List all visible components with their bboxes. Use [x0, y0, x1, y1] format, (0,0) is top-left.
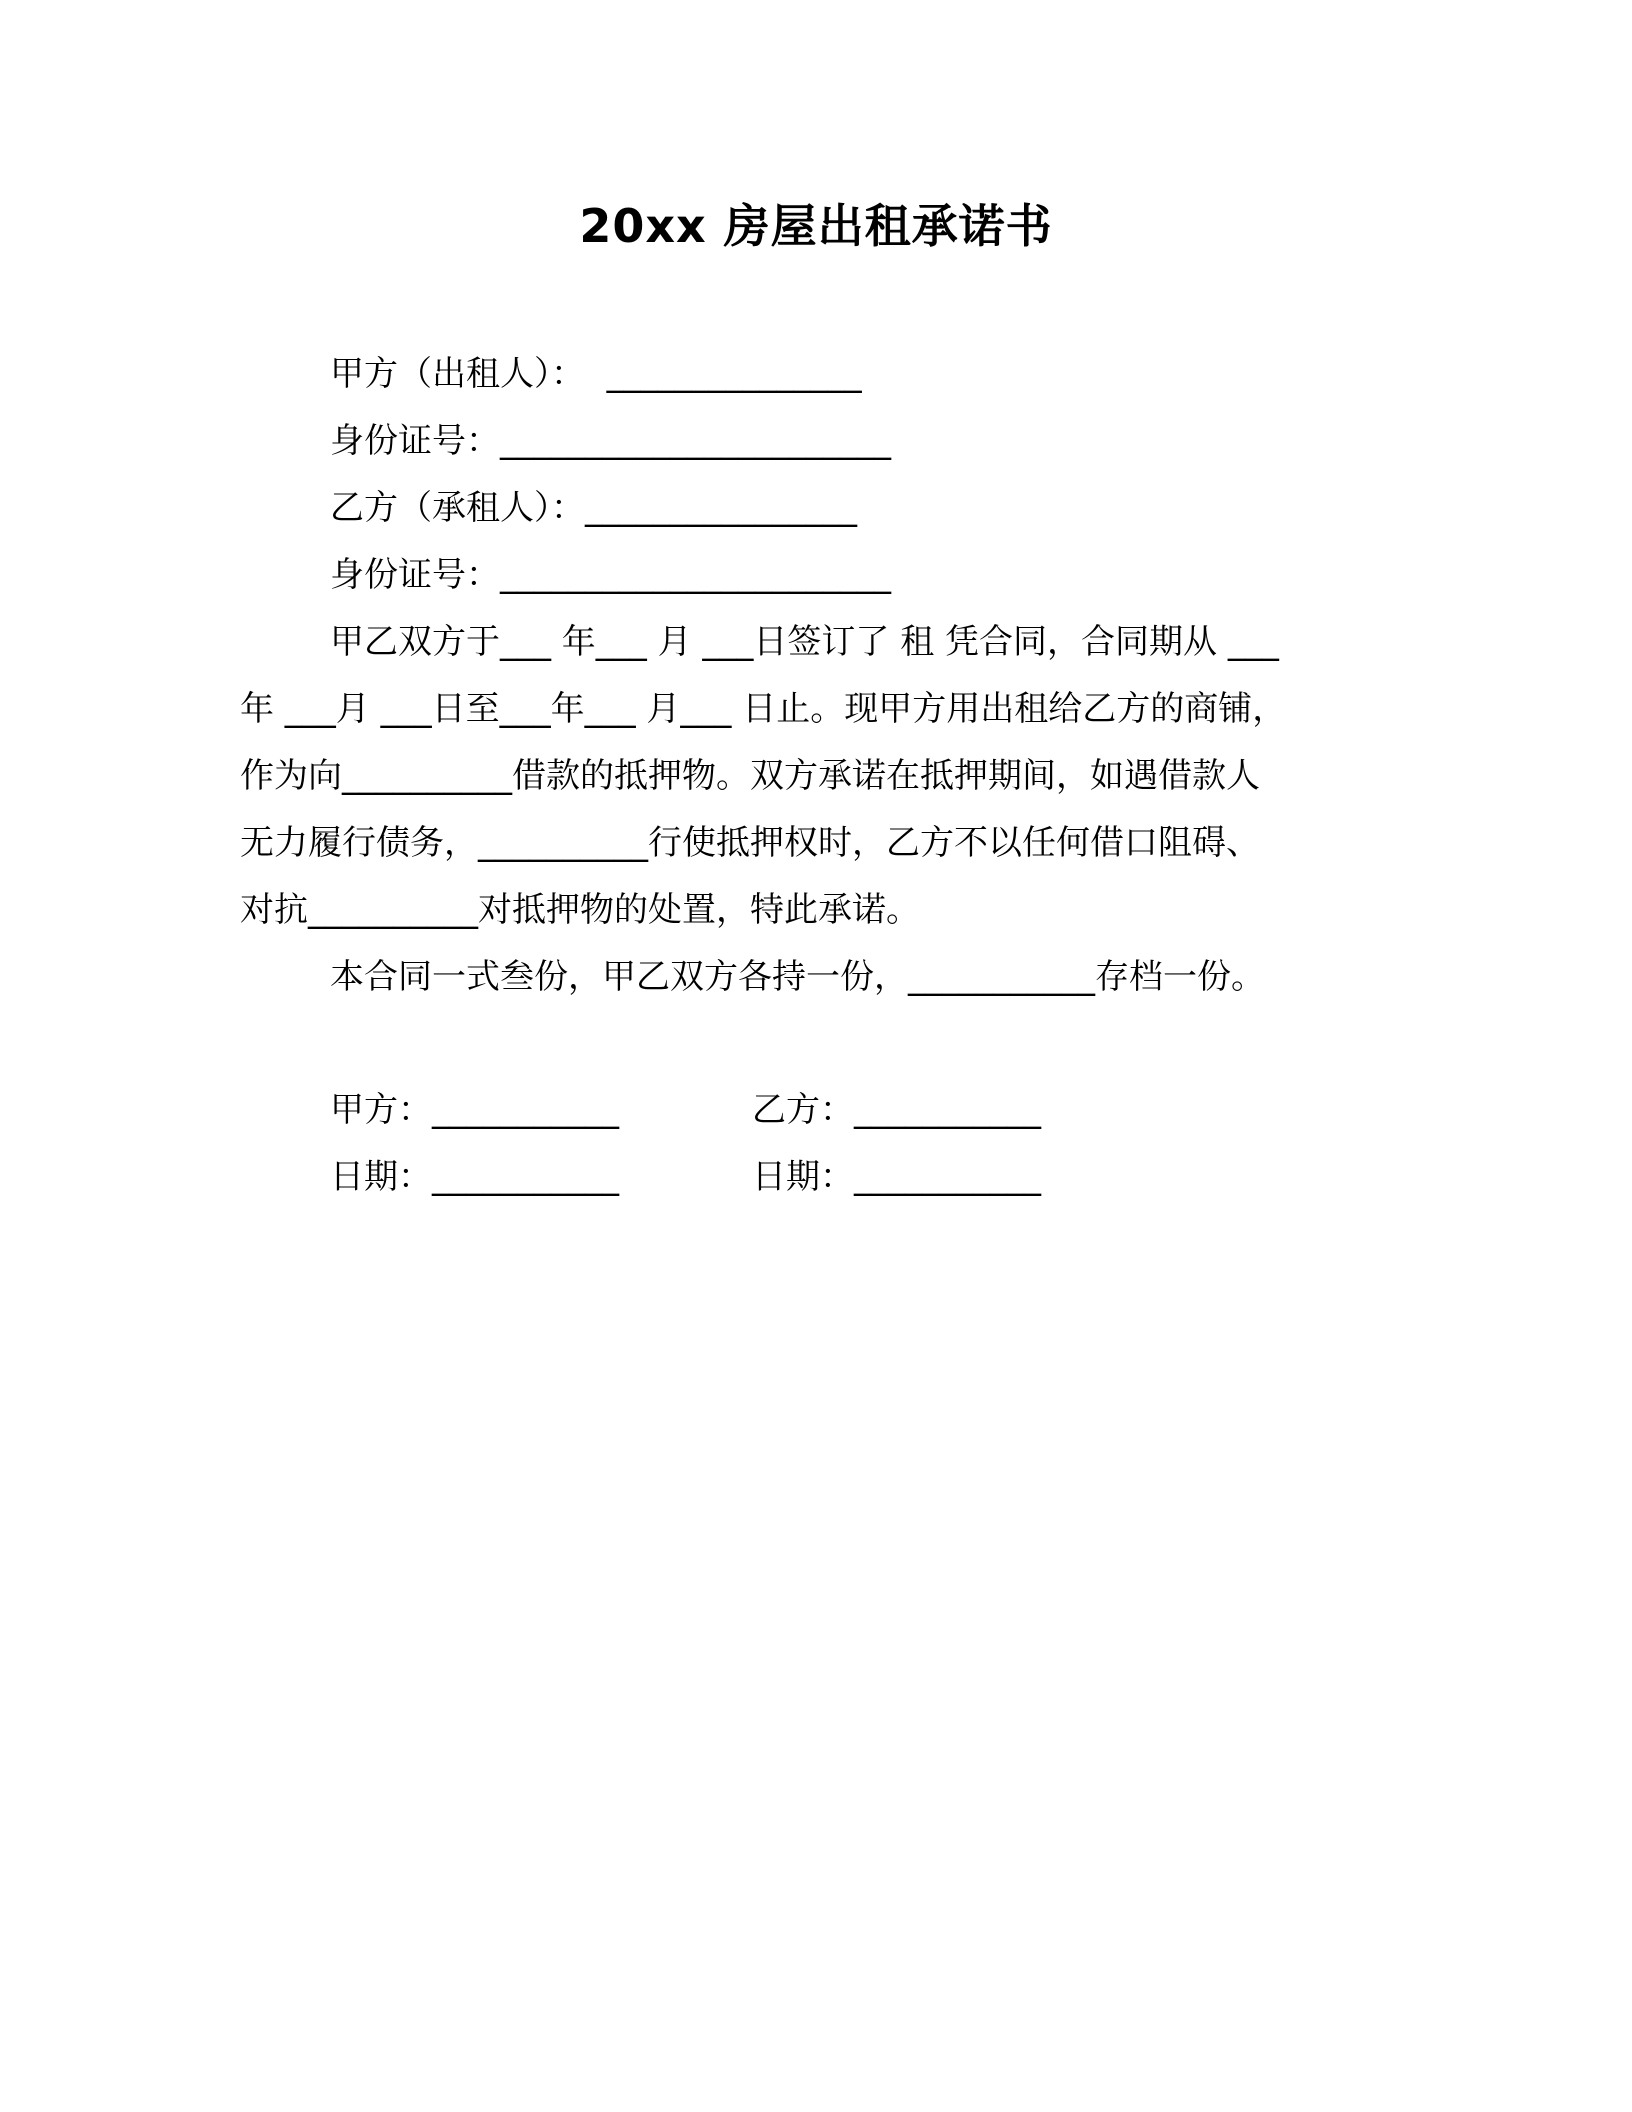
paragraph-line-2: 年 ___月 ___日至___年___ 月___ 日止。现甲方用出租给乙方的商铺， [240, 689, 1287, 729]
party-a-signature: 甲方：___________ [330, 1090, 619, 1130]
lessor-id-field: 身份证号：_______________________ [330, 421, 891, 461]
lessee-id-field: 身份证号：_______________________ [330, 555, 891, 595]
lessee-field: 乙方（承租人）：________________ [330, 488, 857, 528]
document-title: 20xx 房屋出租承诺书 [579, 199, 1053, 253]
lessor-field: 甲方（出租人）： _______________ [330, 354, 862, 394]
paragraph-line-5: 对抗__________对抵押物的处置，特此承诺。 [240, 890, 920, 930]
paragraph-line-1: 甲乙双方于___ 年___ 月 ___日签订了 租 凭合同，合同期从 ___ [330, 622, 1279, 662]
copies-paragraph: 本合同一式叁份，甲乙双方各持一份，___________存档一份。 [330, 957, 1265, 997]
party-b-signature: 乙方：___________ [752, 1090, 1041, 1130]
paragraph-line-4: 无力履行债务，__________行使抵押权时，乙方不以任何借口阻碍、 [240, 823, 1260, 863]
paragraph-line-3: 作为向__________借款的抵押物。双方承诺在抵押期间，如遇借款人 [240, 756, 1260, 796]
party-b-date: 日期：___________ [752, 1157, 1041, 1197]
party-a-date: 日期：___________ [330, 1157, 619, 1197]
